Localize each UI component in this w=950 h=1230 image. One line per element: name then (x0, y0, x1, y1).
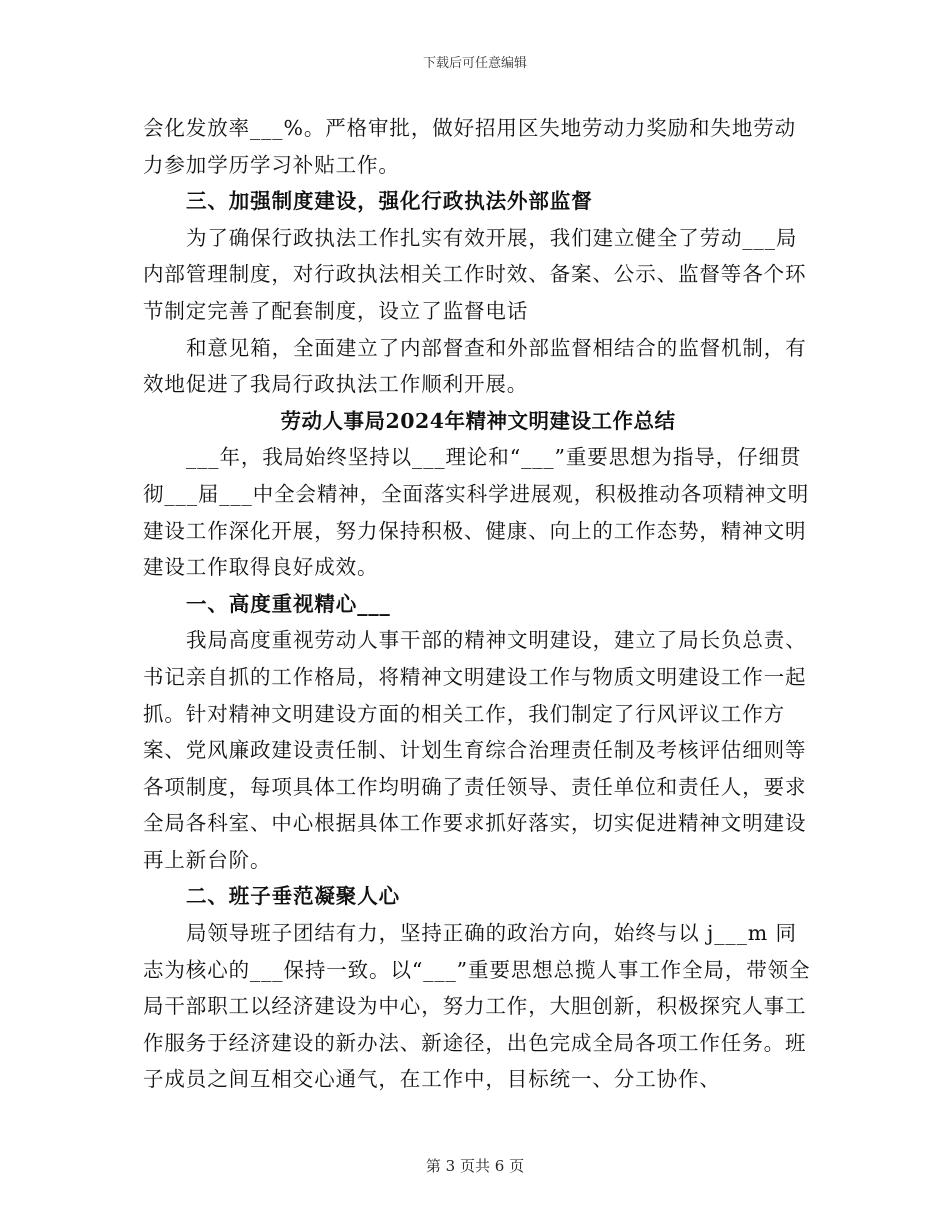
page-header: 下载后可任意编辑 (422, 56, 527, 71)
paragraph: 我局高度重视劳动人事干部的精神文明建设，建立了局长负总责、书记亲自抓的工作格局，将精神文明建设工作与物质文明建设工作一起抓。针对精神文明建设方面的相关工作，我们制定了行风评议工作方案、党风廉政建设责任制、计划生育综合治理责任制及考核评估细则等各项制度，每项具体工作均明确了责任领导、责任单位和责任人，要求全局各科室、中心根据具体工作要求抓好落实，切实促进精神文明建设再上新台阶。 (143, 628, 807, 872)
section-heading: 一、高度重视精心___ (186, 591, 391, 616)
paragraph: ___年，我局始终坚持以___理论和“___”重要思想为指导，仔细贯彻___届___中全会精神，全面落实科学进展观，积极推动各项精神文明建设工作深化开展，努力保持积极、健康、向上的工作态势，精神文明建设工作取得良好成效。 (143, 445, 810, 580)
page-footer: 第 3 页共 6 页 (425, 1157, 525, 1175)
paragraph: 会化发放率___%。严格审批，做好招用区失地劳动力奖励和失地劳动力参加学历学习补贴工作。 (143, 116, 797, 177)
paragraph: 和意见箱，全面建立了内部督查和外部监督相结合的监督机制，有效地促进了我局行政执法工作顺利开展。 (143, 335, 807, 397)
section-heading: 三、加强制度建设，强化行政执法外部监督 (186, 189, 593, 214)
document-body (143, 110, 813, 1098)
paragraph: 局领导班子团结有力，坚持正确的政治方向，始终与以 j___m 同志为核心的___保持一致。以“___”重要思想总揽人事工作全局，带领全局干部职工以经济建设为中心，努力工作，大胆创新，积极探究人事工作服务于经济建设的新办法、新途径，出色完成全局各项工作任务。班子成员之间互相交心通气，在工作中，目标统一、分工协作、 (143, 921, 811, 1092)
section-heading: 二、班子垂范凝聚人心 (186, 884, 400, 909)
document-title: 劳动人事局2024年精神文明建设工作总结 (280, 408, 676, 433)
paragraph: 为了确保行政执法工作扎实有效开展，我们建立健全了劳动___局内部管理制度，对行政执法相关工作时效、备案、公示、监督等各个环节制定完善了配套制度，设立了监督电话 (143, 225, 807, 323)
